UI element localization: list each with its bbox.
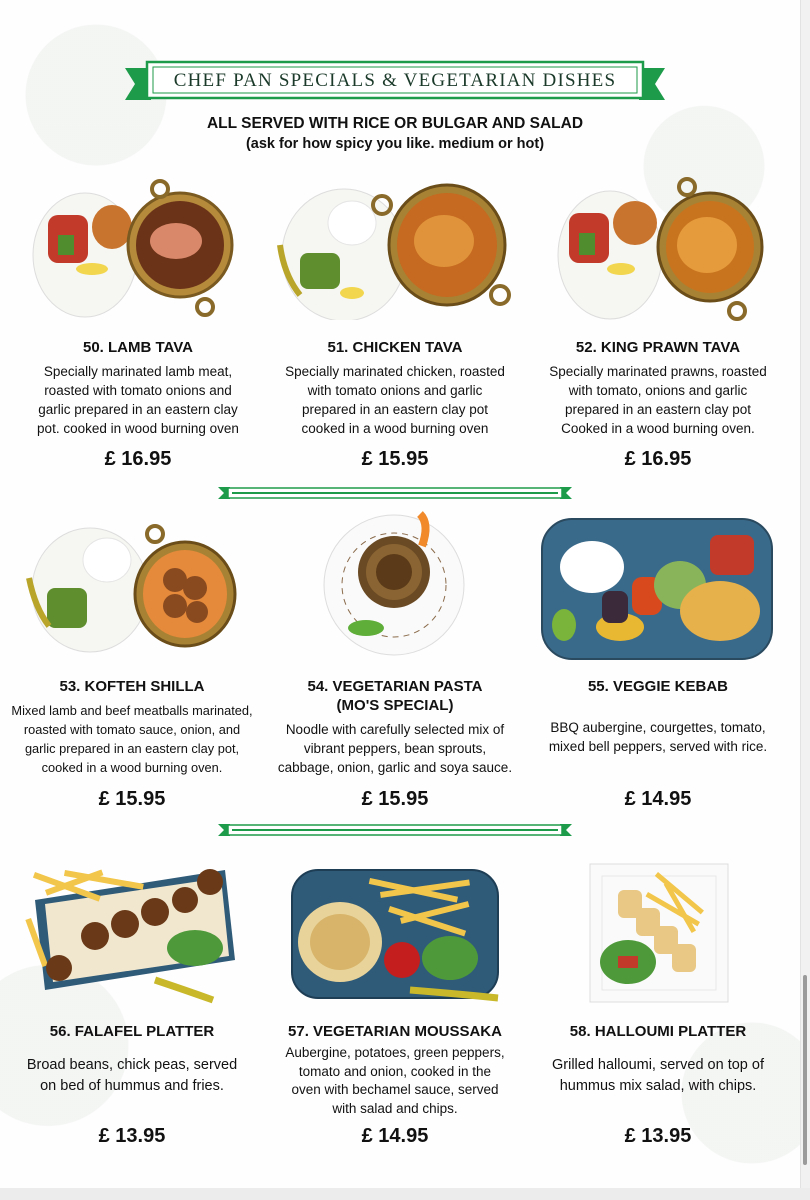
dish-description: Broad beans, chick peas, served on bed of hummus and fries.	[26, 1057, 238, 1094]
falafel-platter-dish-icon	[25, 860, 240, 1005]
dish-description: Grilled halloumi, served on top of hummus mix salad, with chips.	[552, 1057, 764, 1094]
menu-item-lamb-tava	[8, 338, 268, 438]
page-bottom-edge	[0, 1188, 810, 1200]
dish-price: £ 16.95	[624, 448, 692, 470]
dish-description: Specially marinated chicken, roasted with tomato onions and garlic prepared in an eastern clay pot cooked in a wood burning oven	[285, 364, 505, 436]
lamb-tava-dish-icon	[30, 175, 240, 320]
menu-item-king-prawn-tava	[528, 338, 788, 438]
section-divider-icon	[218, 486, 572, 500]
dish-description: Specially marinated lamb meat, roasted with tomato onions and garlic prepared in an eastern clay pot. cooked in wood burning oven	[37, 364, 239, 436]
dish-name: 52. KING PRAWN TAVA	[575, 339, 741, 356]
menu-item-chicken-tava	[265, 338, 525, 438]
veggie-kebab-dish-icon	[540, 515, 775, 663]
dish-description: Specially marinated prawns, roasted with tomato, onions and garlic prepared in an eastern clay pot Cooked in a wood burning oven.	[549, 364, 767, 436]
dish-name: 51. CHICKEN TAVA	[327, 339, 463, 356]
dish-name: 57. VEGETARIAN MOUSSAKA	[288, 1023, 502, 1040]
dish-name: 55. VEGGIE KEBAB	[587, 678, 729, 695]
dish-price: £ 15.95	[98, 788, 166, 810]
dish-description: Mixed lamb and beef meatballs marinated, roasted with tomato sauce, onion, and garlic prepared in an eastern clay pot, cooked in a wood burning oven.	[11, 703, 253, 775]
section-divider-icon	[218, 823, 572, 837]
scrollbar-thumb[interactable]	[803, 975, 807, 1165]
vegetarian-pasta-dish-icon	[322, 510, 467, 660]
dish-description: Noodle with carefully selected mix of vibrant peppers, bean sprouts, cabbage, onion, garlic and soya sauce.	[277, 722, 513, 775]
dish-name: 54. VEGETARIAN PASTA (MO'S SPECIAL)	[307, 678, 483, 714]
section-title-banner	[125, 60, 665, 106]
king-prawn-tava-dish-icon	[555, 175, 770, 325]
page-title: CHEF PAN SPECIALS & VEGETARIAN DISHES	[173, 70, 617, 91]
dish-price: £ 15.95	[361, 448, 429, 470]
dish-price: £ 14.95	[624, 788, 692, 810]
dish-description: BBQ aubergine, courgettes, tomato, mixed bell peppers, served with rice.	[548, 720, 768, 754]
dish-price: £ 13.95	[624, 1125, 692, 1147]
kofteh-shilla-dish-icon	[25, 518, 240, 658]
chicken-tava-dish-icon	[272, 175, 520, 320]
dish-price: £ 15.95	[361, 788, 429, 810]
menu-item-vegetarian-pasta	[265, 677, 525, 777]
dish-price: £ 13.95	[98, 1125, 166, 1147]
dish-name: 56. FALAFEL PLATTER	[49, 1023, 215, 1040]
menu-item-vegetarian-moussaka	[265, 1022, 525, 1118]
served-with-note: ALL SERVED WITH RICE OR BULGAR AND SALAD	[206, 115, 584, 132]
dish-price: £ 14.95	[361, 1125, 429, 1147]
menu-item-veggie-kebab	[528, 677, 788, 756]
menu-item-halloumi-platter	[528, 1022, 788, 1097]
dish-name: 58. HALLOUMI PLATTER	[569, 1023, 747, 1040]
dish-name: 53. KOFTEH SHILLA	[59, 678, 205, 695]
halloumi-platter-dish-icon	[588, 862, 730, 1005]
vegetarian-moussaka-dish-icon	[290, 862, 500, 1005]
dish-price: £ 16.95	[104, 448, 172, 470]
menu-item-falafel-platter	[2, 1022, 262, 1097]
menu-item-kofteh-shilla	[2, 677, 262, 777]
spice-note: (ask for how spicy you like. medium or hot)	[245, 136, 545, 152]
dish-description: Aubergine, potatoes, green peppers, tomato and onion, cooked in the oven with bechamel sauce, served with salad and chips.	[285, 1045, 505, 1116]
dish-name: 50. LAMB TAVA	[82, 339, 193, 356]
